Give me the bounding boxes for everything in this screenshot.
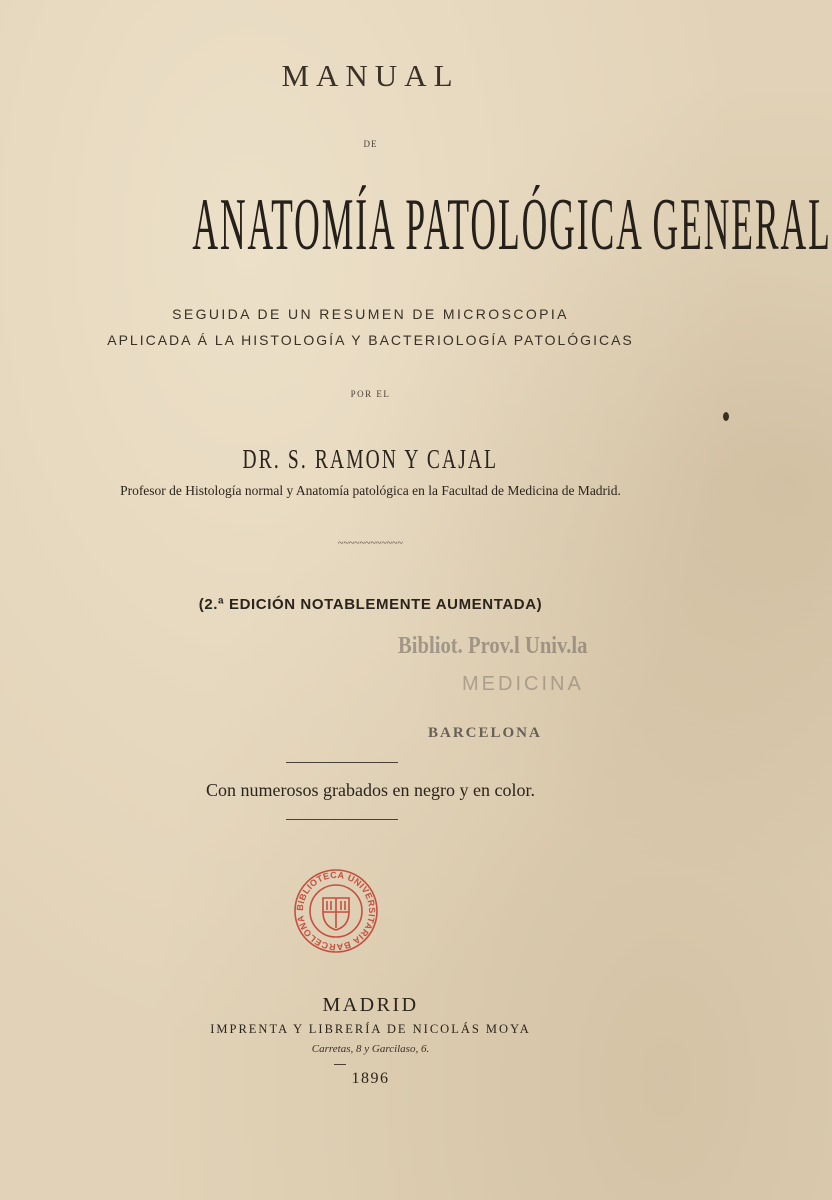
manual-heading: MANUAL: [281, 58, 460, 93]
de-connector: DE: [363, 139, 378, 149]
ink-spot: [723, 412, 729, 421]
subtitle-line-1: SEGUIDA DE UN RESUMEN DE MICROSCOPIA: [172, 306, 569, 322]
ornament-divider: ~~~~~~~~~~~~: [338, 538, 403, 549]
stamp-barcelona-line: BARCELONA: [428, 725, 542, 741]
stamp-library-line: Bibliot. Prov.l Univ.la: [398, 633, 588, 659]
imprint-city: MADRID: [322, 994, 419, 1016]
subtitle-line-2: APLICADA Á LA HISTOLOGÍA Y BACTERIOLOGÍA PATOLÓGICAS: [107, 332, 634, 348]
main-title: ANATOMÍA PATOLÓGICA GENERAL: [192, 184, 832, 266]
seal-text: BIBLIOTECA UNIVERSITARIA BARCELONA: [294, 869, 378, 953]
divider-rule-bottom: [286, 819, 398, 820]
imprint-address: Carretas, 8 y Garcilaso, 6.: [311, 1043, 430, 1055]
edition-note: (2.ª EDICIÓN NOTABLEMENTE AUMENTADA): [198, 596, 543, 613]
imprint-dash: [334, 1064, 346, 1065]
illustrations-note: Con numerosos grabados en negro y en color.: [206, 780, 535, 800]
author-name: DR. S. RAMON Y CAJAL: [242, 444, 499, 474]
imprint-year: 1896: [351, 1070, 390, 1087]
library-seal-stamp: [293, 868, 379, 954]
stamp-medicina-line: MEDICINA: [462, 673, 584, 695]
divider-rule-top: [286, 762, 398, 763]
imprint-printer: IMPRENTA Y LIBRERÍA DE NICOLÁS MOYA: [210, 1022, 531, 1036]
author-title: Profesor de Histología normal y Anatomía patológica en la Facultad de Medicina de Madrid.: [120, 483, 621, 498]
por-el: POR EL: [350, 389, 391, 399]
